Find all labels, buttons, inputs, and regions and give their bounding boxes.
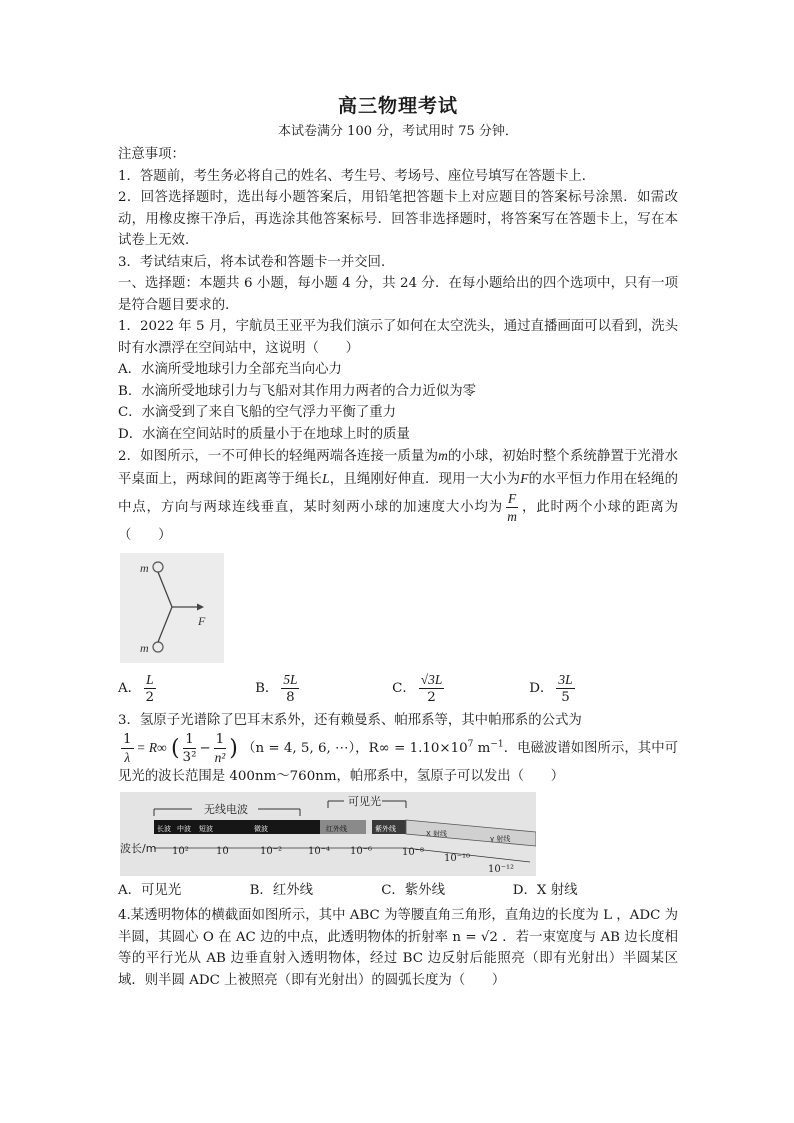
q3-stem-a: 3．氢原子光谱除了巴耳末系外，还有赖曼系、帕邢系等，其中帕邢系的公式为 — [118, 712, 582, 728]
visible-label: 可见光 — [348, 794, 381, 808]
q3-stem-b: ．电磁波谱如图所示，其中可见光的波长范围是 400nm～760nm，帕邢系中，氢原子可以发出（ ） — [118, 741, 679, 784]
notes-heading: 注意事项： — [118, 147, 185, 162]
q3-term2: $\frac{1}{\text{n²}}$ — [214, 732, 226, 765]
radio-label: 无线电波 — [204, 802, 248, 816]
visible-band — [366, 820, 372, 834]
tick-6: 10⁻⁸ — [402, 846, 425, 858]
q3-term1: $\frac{1}{\text{3²}}$ — [182, 732, 197, 765]
q2-option-a: A． $\frac{L}{2}$ — [118, 671, 155, 705]
q2-option-c: C． $\frac{√3L}{2}$ — [392, 671, 443, 705]
q3-option-c: C．紫外线 — [381, 882, 445, 898]
band-microwave: 微波 — [254, 824, 268, 833]
tick-7: 10⁻¹⁰ — [444, 852, 471, 864]
q2-diagram — [120, 553, 224, 663]
q3-option-a: A．可见光 — [118, 882, 182, 898]
band-infrared: 红外线 — [326, 824, 347, 833]
q1-option-b: B．水滴所受地球引力与飞船对其作用力两者的合力近似为零 — [118, 383, 476, 399]
band-short: 短波 — [199, 824, 213, 833]
q1-option-c: C．水滴受到了来自飞船的空气浮力平衡了重力 — [118, 405, 397, 420]
q3-lhs: $\frac{1}{\lambda}$ — [123, 732, 132, 765]
force-label: F — [198, 613, 206, 628]
tick-4: 10⁻⁴ — [308, 845, 331, 857]
q3-option-d: D．X 射线 — [512, 882, 578, 898]
top-mass-label: m — [140, 560, 149, 575]
tick-8: 10⁻¹² — [488, 863, 515, 875]
bottom-ball — [153, 642, 163, 652]
tick-1: 10² — [172, 845, 189, 857]
band-xray: X 射线 — [426, 829, 448, 838]
q3-option-b: B．红外线 — [249, 882, 313, 898]
note-2: 2．回答选择题时，选出每小题答案后，用铅笔把答题卡上对应题目的答案标号涂黑．如需改动，用橡皮擦干净后，再选涂其他答案标号．回答非选择题时，将答案写在答题卡上，写在本试卷上无效． — [118, 190, 678, 248]
axis-label: 波长/m — [120, 841, 157, 855]
q2-option-d: D． $\frac{3L}{5}$ — [529, 671, 573, 705]
exam-title: 高三物理考试 — [337, 95, 458, 117]
q1-option-d: D．水滴在空间站时的质量小于在地球上时的质量 — [118, 426, 410, 442]
rope-lower — [158, 607, 172, 642]
band-ultraviolet: 紫外线 — [375, 824, 396, 833]
q4-stem: 4.某透明物体的横截面如图所示，其中 ABC 为等腰直角三角形，直角边的长度为 L ，ADC 为半圆，其圆心 O 在 AC 边的中点，此透明物体的折射率 n = √2 ．若一束宽度与 AB 边长度相等的平行光从 AB 边垂直射入透明物体，经过 BC 边反射后能照亮（即有光射出）半圆某区域．则半圆 ADC 上被照亮（即有光射出）的圆弧长度为（ ） — [118, 908, 678, 988]
q3-formula-line: $\frac{1}{\lambda}$ = R∞ ( $\frac{1}{\text{3²}}$ − $\frac{1}{\text{n²}}$ ) （n = 4, 5, 6, ⋯），$R\infty = 1.10\times 10^7$ $m^{-1}$．电磁波谱如图所示，其中可见光的波长范围是 400nm～760nm，帕邢系中，氢原子可以发出（ ） — [118, 732, 679, 784]
top-ball — [153, 562, 163, 572]
note-3: 3．考试结束后，将本试卷和答题卡一并交回． — [118, 254, 395, 270]
q3-spectrum-figure — [120, 792, 536, 876]
q2-stem: 2．如图所示，一不可伸长的轻绳两端各连接一质量为m的小球，初始时整个系统静置于光滑水平桌面上，两球间的距离等于绳长L，且绳刚好伸直．现用一大小为F的水平恒力作用在轻绳的中点，方向与两球连线垂直，某时刻两小球的加速度大小均为 $\frac{F}{m}$ ，此时两个小球的距离为（ ） — [118, 448, 679, 543]
band-medium: 中波 — [177, 824, 191, 833]
bottom-mass-label: m — [140, 640, 149, 655]
q1-option-a: A．水滴所受地球引力全部充当向心力 — [118, 362, 342, 377]
tick-5: 10⁻⁶ — [350, 845, 373, 857]
q2-acceleration-fraction: $\frac{F}{m}$ — [507, 491, 517, 524]
rope-upper — [158, 572, 172, 607]
band-long: 长波 — [157, 824, 171, 833]
exam-page — [118, 96, 678, 991]
q1-stem: 1．2022 年 5 月，宇航员王亚平为我们演示了如何在太空洗头，通过直播画面可以看到，洗头时有水漂浮在空间站中，这说明（ ） — [118, 319, 678, 356]
spectrum-diagram — [120, 792, 536, 876]
tick-3: 10⁻² — [260, 845, 283, 857]
band-gamma: γ 射线 — [490, 834, 511, 843]
q3-options — [118, 880, 588, 902]
q2-option-b: B． $\frac{5L}{8}$ — [255, 671, 298, 705]
exam-subtitle: 本试卷满分 100 分，考试用时 75 分钟． — [278, 123, 518, 139]
section-1-heading: 一、选择题：本题共 6 小题，每小题 4 分，共 24 分．在每小题给出的四个选项中，只有一项是符合题目要求的． — [118, 276, 678, 313]
note-1: 1．答题前，考生务必将自己的姓名、考生号、考场号、座位号填写在答题卡上． — [118, 168, 596, 184]
force-arrow-head — [197, 603, 204, 610]
q2-figure — [120, 553, 224, 663]
q2-options — [118, 671, 588, 706]
tick-2: 10 — [216, 845, 229, 857]
